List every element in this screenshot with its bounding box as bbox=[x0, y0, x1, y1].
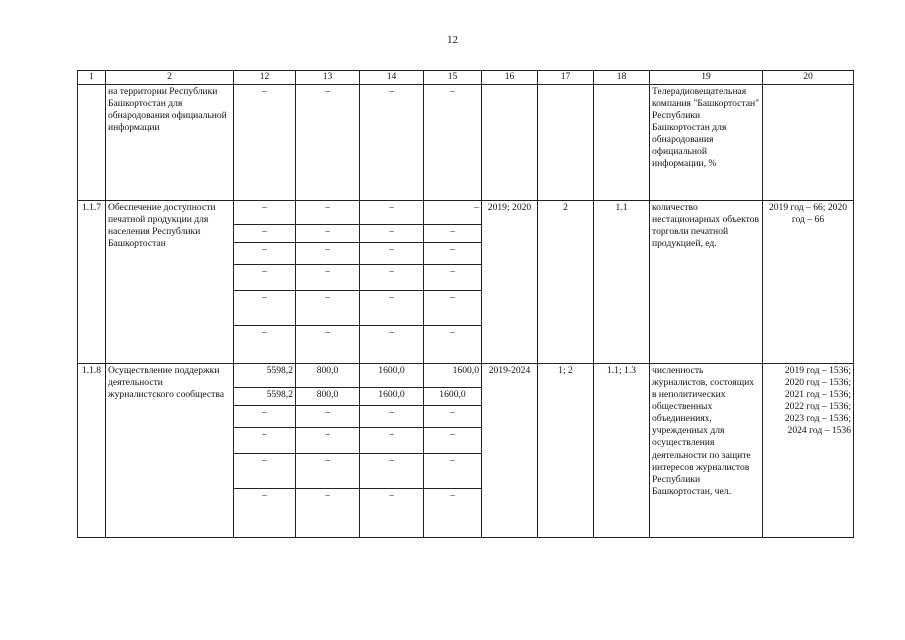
col-header: 2 bbox=[106, 71, 234, 85]
value-cell: – bbox=[296, 225, 360, 243]
row-number bbox=[78, 85, 106, 201]
value-cell: – bbox=[424, 291, 482, 326]
value-cell: – bbox=[424, 265, 482, 291]
value-cell: – bbox=[424, 454, 482, 489]
value-cell: 5598,2 bbox=[234, 364, 296, 388]
value-cell bbox=[538, 85, 594, 201]
value-cell: 800,0 bbox=[296, 388, 360, 406]
col-header: 1 bbox=[78, 71, 106, 85]
value-cell: – bbox=[360, 201, 424, 225]
target-cell bbox=[763, 85, 854, 201]
table-row bbox=[78, 201, 854, 225]
indicator-cell: численность журналистов, состоящих в неполитических общественных объединениях, учрежденных для осуществления деятельности по защите интересов журналистов Республики Башкортостан, чел. bbox=[650, 364, 763, 538]
value-cell: – bbox=[360, 428, 424, 454]
value-cell: 5598,2 bbox=[234, 388, 296, 406]
task-cell: 1; 2 bbox=[538, 364, 594, 538]
value-cell: – bbox=[296, 291, 360, 326]
value-cell: – bbox=[234, 454, 296, 489]
program-table bbox=[77, 70, 854, 538]
value-cell: – bbox=[360, 243, 424, 265]
value-cell: – bbox=[234, 225, 296, 243]
value-cell: – bbox=[234, 85, 296, 201]
row-number: 1.1.8 bbox=[78, 364, 106, 538]
value-cell: – bbox=[360, 291, 424, 326]
value-cell: – bbox=[424, 326, 482, 364]
value-cell: – bbox=[296, 243, 360, 265]
col-header: 12 bbox=[234, 71, 296, 85]
indicator-cell: количество нестационарных объектов торговли печатной продукцией, ед. bbox=[650, 201, 763, 364]
value-cell: – bbox=[234, 265, 296, 291]
row-number: 1.1.7 bbox=[78, 201, 106, 364]
value-cell: – bbox=[360, 326, 424, 364]
value-cell: – bbox=[296, 265, 360, 291]
years-cell: 2019-2024 bbox=[482, 364, 538, 538]
value-cell: – bbox=[296, 454, 360, 489]
value-cell: – bbox=[234, 243, 296, 265]
value-cell: 1600,0 bbox=[360, 364, 424, 388]
value-cell: – bbox=[424, 243, 482, 265]
value-cell: – bbox=[296, 201, 360, 225]
col-header: 20 bbox=[763, 71, 854, 85]
target-cell: 2019 год – 1536; 2020 год – 1536; 2021 год – 1536; 2022 год – 1536; 2023 год – 1536; 2024 год – 1536 bbox=[763, 364, 854, 538]
value-cell bbox=[594, 85, 650, 201]
col-header: 15 bbox=[424, 71, 482, 85]
value-cell: – bbox=[424, 428, 482, 454]
years-cell: 2019; 2020 bbox=[482, 201, 538, 364]
table-row bbox=[78, 85, 854, 201]
value-cell: – bbox=[424, 225, 482, 243]
value-cell: – bbox=[424, 201, 482, 225]
page-number: 12 bbox=[447, 34, 458, 46]
value-cell: – bbox=[360, 489, 424, 538]
task-cell: 2 bbox=[538, 201, 594, 364]
target-cell: 2019 год – 66; 2020 год – 66 bbox=[763, 201, 854, 364]
value-cell: 1600,0 bbox=[360, 388, 424, 406]
col-header: 13 bbox=[296, 71, 360, 85]
value-cell: – bbox=[296, 326, 360, 364]
measure-name: Осуществление поддержки деятельности журналистского сообщества bbox=[106, 364, 234, 538]
value-cell: – bbox=[296, 85, 360, 201]
value-cell: – bbox=[296, 406, 360, 428]
value-cell: 1600,0 bbox=[424, 364, 482, 388]
value-cell: – bbox=[424, 85, 482, 201]
table-row bbox=[78, 364, 854, 388]
value-cell: 800,0 bbox=[296, 364, 360, 388]
goal-cell: 1.1; 1.3 bbox=[594, 364, 650, 538]
value-cell: – bbox=[234, 291, 296, 326]
col-header: 14 bbox=[360, 71, 424, 85]
value-cell: – bbox=[296, 489, 360, 538]
measure-name: Обеспечение доступности печатной продукции для населения Республики Башкортостан bbox=[106, 201, 234, 364]
value-cell: – bbox=[234, 201, 296, 225]
value-cell: – bbox=[296, 428, 360, 454]
value-cell: – bbox=[360, 85, 424, 201]
goal-cell: 1.1 bbox=[594, 201, 650, 364]
value-cell: – bbox=[424, 406, 482, 428]
col-header: 17 bbox=[538, 71, 594, 85]
value-cell: – bbox=[234, 428, 296, 454]
value-cell: – bbox=[234, 406, 296, 428]
col-header: 18 bbox=[594, 71, 650, 85]
value-cell: – bbox=[360, 406, 424, 428]
col-header: 19 bbox=[650, 71, 763, 85]
value-cell: – bbox=[360, 454, 424, 489]
value-cell: – bbox=[424, 489, 482, 538]
col-header: 16 bbox=[482, 71, 538, 85]
value-cell: 1600,0 bbox=[424, 388, 482, 406]
indicator-cell: Телерадиовещательная компания "Башкортостан" Республики Башкортостан для обнародования официальной информации, % bbox=[650, 85, 763, 201]
value-cell: – bbox=[360, 225, 424, 243]
value-cell: – bbox=[234, 326, 296, 364]
value-cell bbox=[482, 85, 538, 201]
measure-name: на территории Республики Башкортостан для обнародования официальной информации bbox=[106, 85, 234, 201]
value-cell: – bbox=[360, 265, 424, 291]
value-cell: – bbox=[234, 489, 296, 538]
header-row bbox=[78, 71, 854, 85]
